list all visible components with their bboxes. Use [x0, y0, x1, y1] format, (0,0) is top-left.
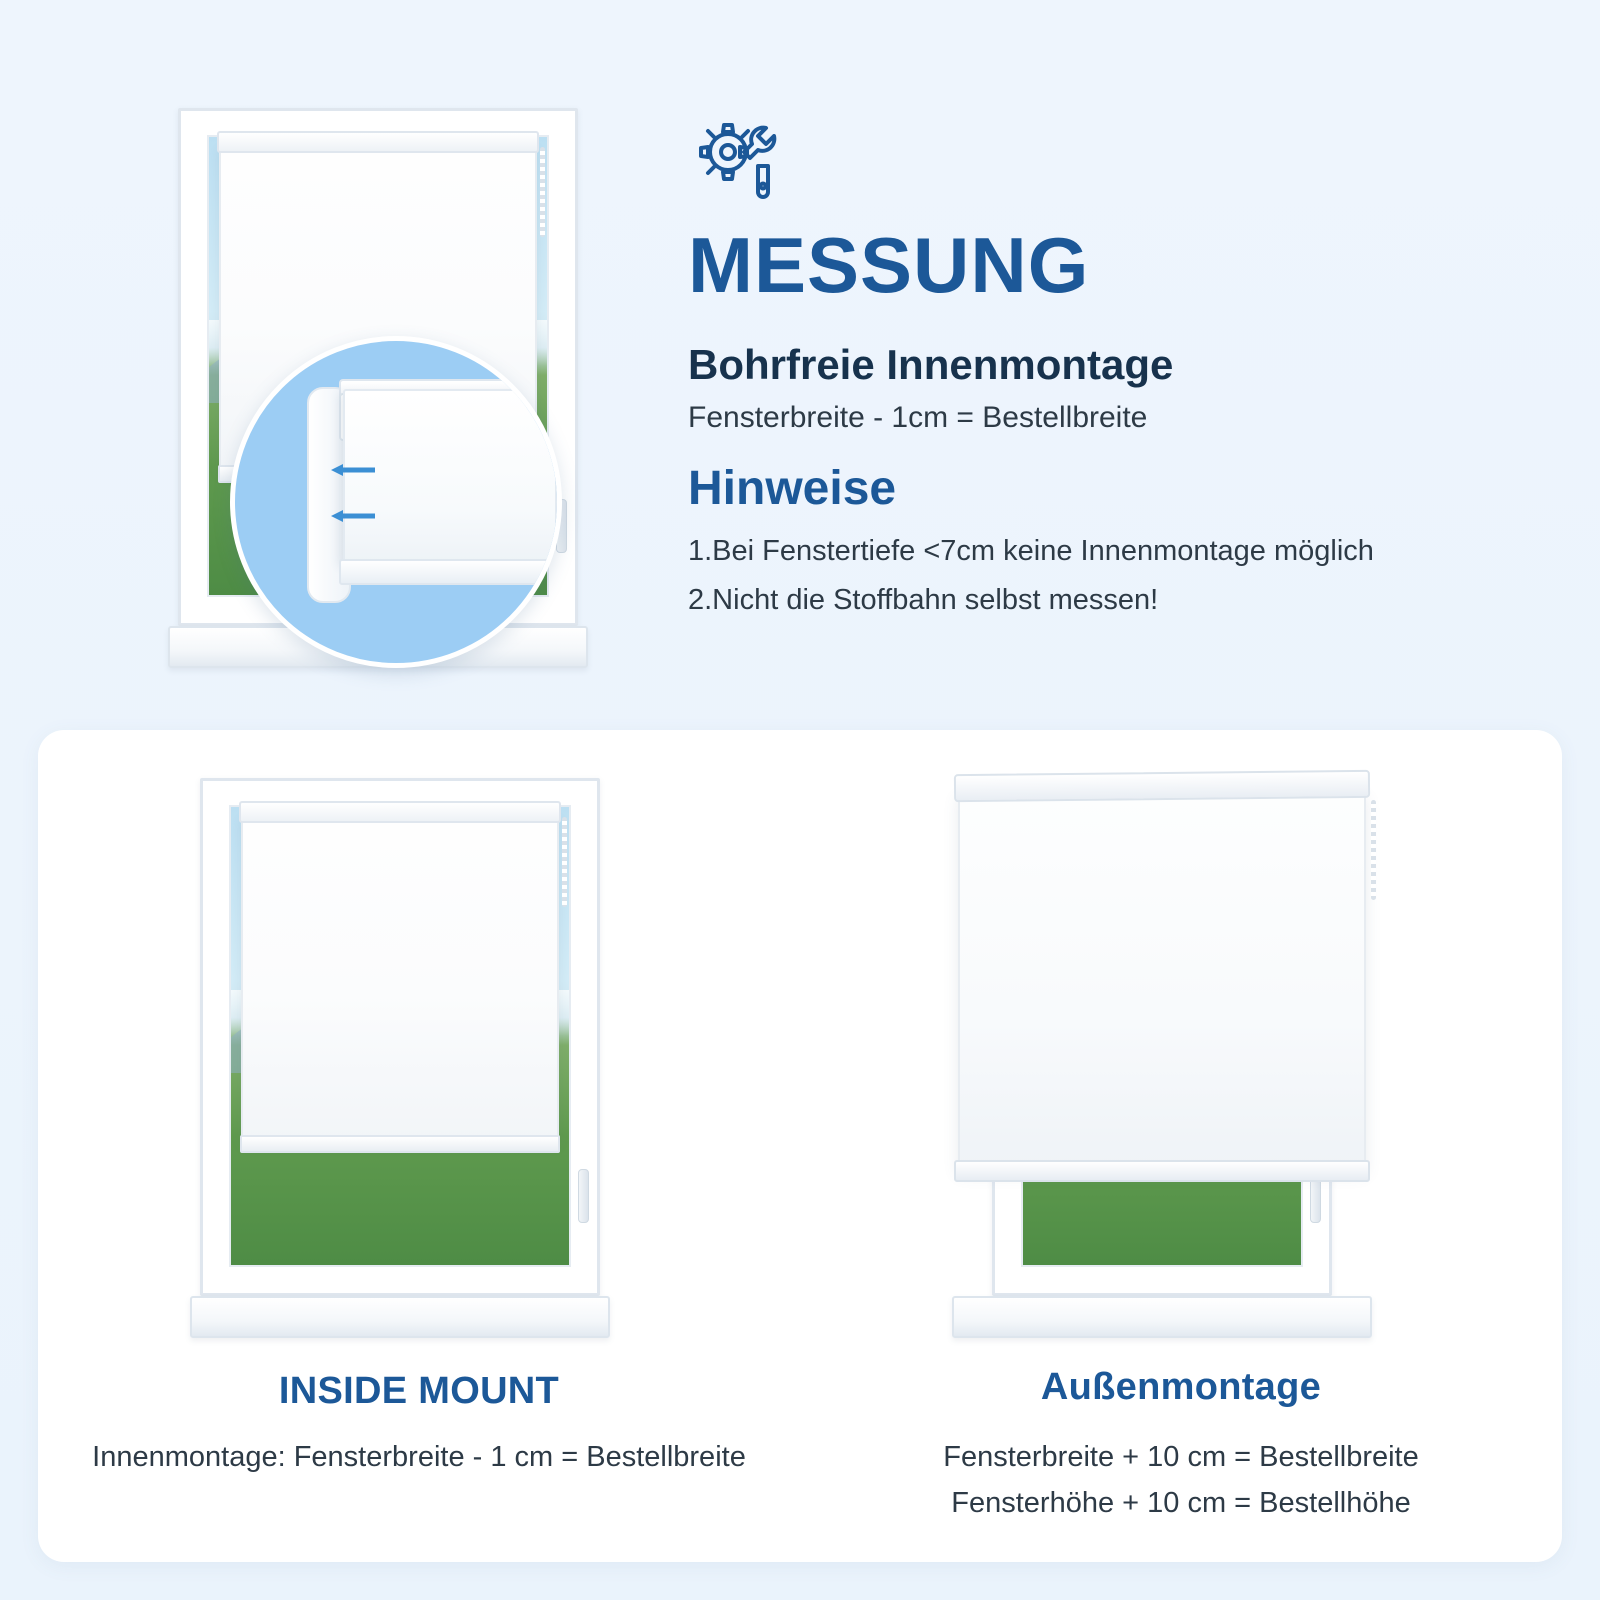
subtitle-formula: Fensterbreite - 1cm = Bestellbreite	[688, 401, 1148, 435]
window-sill	[190, 1296, 610, 1338]
blind-chain	[540, 147, 545, 237]
inside-mount-caption: INSIDE MOUNT	[278, 1370, 560, 1412]
tools-gear-wrench-icon	[688, 112, 784, 208]
blind-headrail	[954, 770, 1370, 802]
outside-mount-description-line2: Fensterhöhe + 10 cm = Bestellhöhe	[951, 1487, 1411, 1519]
arrow-left-icon-2	[329, 509, 377, 523]
blind-chain	[562, 817, 567, 907]
outside-mount-description-line1: Fensterbreite + 10 cm = Bestellbreite	[943, 1441, 1419, 1473]
window-graphic-inside	[190, 778, 610, 1338]
detail-bottom-bar	[339, 559, 559, 585]
arrow-left-icon-1	[329, 463, 377, 477]
blind-chain	[1371, 800, 1376, 900]
outside-mount-caption: Außenmontage	[1040, 1366, 1322, 1408]
roller-blind	[241, 815, 559, 1143]
blind-bottom-bar	[240, 1135, 560, 1153]
outside-mount-window-illustration	[952, 778, 1372, 1338]
window-frame	[200, 778, 600, 1296]
inside-mount-panel	[38, 730, 800, 1562]
blind-headrail	[217, 131, 539, 153]
mount-comparison-card	[38, 730, 1562, 1562]
page-title: MESSUNG	[688, 221, 1090, 309]
inside-mount-description: Innenmontage: Fensterbreite - 1 cm = Bestellbreite	[92, 1441, 746, 1473]
blind-headrail	[239, 801, 561, 823]
blind-bottom-bar	[954, 1160, 1370, 1182]
note-2: 2.Nicht die Stoffbahn selbst messen!	[688, 584, 1159, 617]
window-sill	[952, 1296, 1372, 1338]
outside-mount-panel	[800, 730, 1562, 1562]
top-text-column	[688, 112, 1518, 630]
window-graphic-outside	[952, 778, 1372, 1338]
inside-mount-window-illustration	[190, 778, 610, 1338]
roller-blind-outside	[958, 792, 1366, 1170]
note-1: 1.Bei Fenstertiefe <7cm keine Innenmontage möglich	[688, 534, 1374, 567]
notes-heading: Hinweise	[688, 462, 897, 516]
magnifier-detail	[230, 336, 562, 668]
window-illustration-top	[168, 108, 588, 668]
subtitle-inside-mount: Bohrfreie Innenmontage	[688, 341, 1174, 388]
top-section	[0, 0, 1600, 720]
window-handle	[578, 1169, 589, 1223]
